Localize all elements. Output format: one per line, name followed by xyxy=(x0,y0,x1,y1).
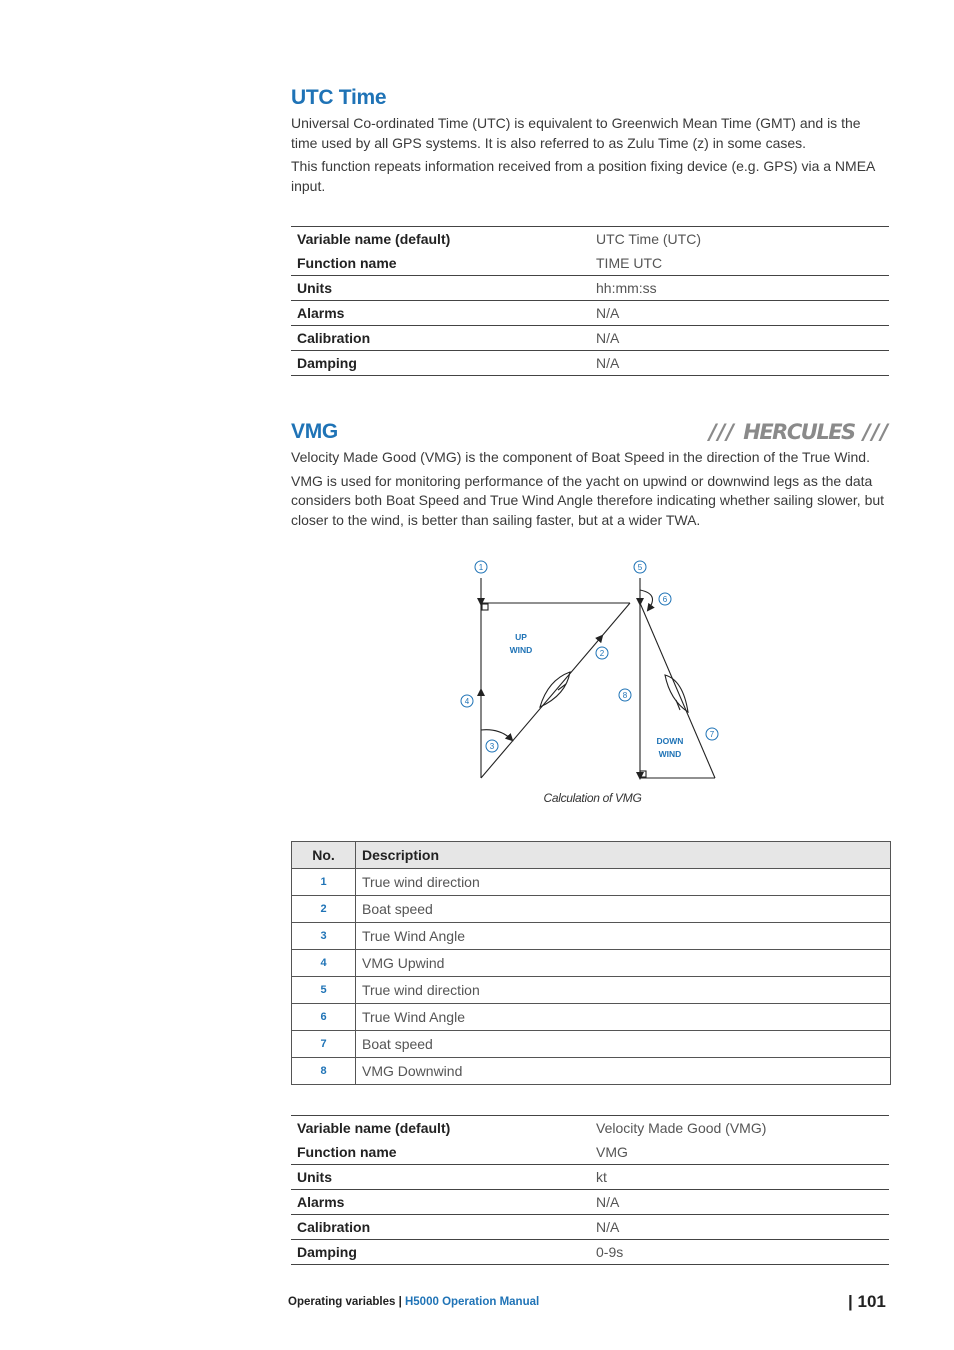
table-key: Calibration xyxy=(291,1215,590,1240)
page-footer xyxy=(288,1296,539,1308)
table-key: Damping xyxy=(291,1240,590,1265)
callout-7: 7 xyxy=(709,730,715,739)
row-description: True Wind Angle xyxy=(356,1004,891,1031)
table-value: N/A xyxy=(590,301,889,326)
row-description: Boat speed xyxy=(356,1031,891,1058)
callout-6: 6 xyxy=(662,595,668,604)
table-row xyxy=(292,1058,891,1085)
callout-4: 4 xyxy=(464,697,470,706)
table-key: Units xyxy=(291,276,590,301)
table-value: VMG xyxy=(596,1144,628,1160)
table-key: Function name xyxy=(297,255,397,271)
hercules-logo-text: HERCULES xyxy=(743,420,855,444)
callout-8: 8 xyxy=(622,691,628,700)
footer-manual-title: H5000 Operation Manual xyxy=(404,1296,540,1308)
table-value: N/A xyxy=(590,326,889,351)
hercules-logo: /// HERCULES /// xyxy=(708,420,889,444)
callout-1: 1 xyxy=(478,563,484,572)
column-header-description: Description xyxy=(356,842,891,869)
upwind-label-2: WIND xyxy=(509,645,533,655)
table-value: 0-9s xyxy=(590,1240,889,1265)
row-description: True wind direction xyxy=(356,977,891,1004)
table-value: N/A xyxy=(590,1215,889,1240)
table-row xyxy=(292,869,891,896)
upwind-boat xyxy=(540,672,570,707)
vmg-paragraph-1: Velocity Made Good (VMG) is the component of Boat Speed in the direction of the True Wind. xyxy=(291,449,870,465)
table-row xyxy=(292,1031,891,1058)
table-key: Variable name (default) xyxy=(291,1116,590,1141)
boat-speed-upwind-line xyxy=(481,636,602,778)
table-value: Velocity Made Good (VMG) xyxy=(590,1116,889,1141)
utc-title: UTC Time xyxy=(291,86,387,109)
callout-2: 2 xyxy=(599,649,605,658)
table-value: N/A xyxy=(590,351,889,376)
downwind-label-2: WIND xyxy=(658,749,682,759)
row-number: 3 xyxy=(292,923,356,950)
page-number-block xyxy=(848,1292,886,1312)
column-header-no: No. xyxy=(292,842,356,869)
upwind-label-1: UP xyxy=(515,632,527,642)
twa-upwind-arc xyxy=(481,730,512,740)
row-number: 6 xyxy=(292,1004,356,1031)
table-value: N/A xyxy=(590,1190,889,1215)
callout-3: 3 xyxy=(489,742,495,751)
callout-5: 5 xyxy=(637,563,643,572)
table-key: Alarms xyxy=(291,1190,590,1215)
vmg-variables-table xyxy=(291,1115,889,1265)
table-row xyxy=(292,896,891,923)
table-row xyxy=(292,977,891,1004)
table-key: Damping xyxy=(291,351,590,376)
row-number: 4 xyxy=(292,950,356,977)
vmg-title: VMG xyxy=(291,420,338,443)
table-row xyxy=(292,923,891,950)
downwind-label-1: DOWN xyxy=(656,736,684,746)
table-row xyxy=(292,950,891,977)
row-description: True Wind Angle xyxy=(356,923,891,950)
vmg-paragraph-2: VMG is used for monitoring performance of the yacht on upwind or downwind legs as the data considers both Boat Speed and True Wind Angle therefore indicating whether sailing slower, but closer to the wind, is better than sailing faster, but at a wider TWA. xyxy=(291,472,885,528)
table-row xyxy=(292,1004,891,1031)
row-description: VMG Downwind xyxy=(356,1058,891,1085)
table-value: UTC Time (UTC) xyxy=(590,227,889,252)
utc-variables-table xyxy=(291,226,889,376)
row-number: 1 xyxy=(292,869,356,896)
row-number: 8 xyxy=(292,1058,356,1085)
diagram-caption: Calculation of VMG xyxy=(543,791,642,805)
table-key: Units xyxy=(291,1165,590,1190)
row-number: 7 xyxy=(292,1031,356,1058)
utc-paragraph-2: This function repeats information received from a position fixing device (e.g. GPS) via a NMEA input. xyxy=(291,158,875,194)
vmg-description-table xyxy=(291,841,891,1085)
row-number: 2 xyxy=(292,896,356,923)
table-value: TIME UTC xyxy=(596,255,663,271)
row-description: True wind direction xyxy=(356,869,891,896)
row-description: Boat speed xyxy=(356,896,891,923)
vmg-diagram xyxy=(440,552,740,792)
utc-paragraph-1: Universal Co-ordinated Time (UTC) is equivalent to Greenwich Mean Time (GMT) and is the time used by all GPS systems. It is also referred to as Zulu Time (z) in some cases. xyxy=(291,115,861,151)
table-key: Function name xyxy=(297,1144,397,1160)
table-key: Calibration xyxy=(291,326,590,351)
table-key: Variable name (default) xyxy=(291,227,590,252)
row-description: VMG Upwind xyxy=(356,950,891,977)
footer-section: Operating variables xyxy=(288,1296,396,1308)
table-value: kt xyxy=(590,1165,889,1190)
page-number: 101 xyxy=(857,1292,886,1311)
row-number: 5 xyxy=(292,977,356,1004)
table-value: hh:mm:ss xyxy=(590,276,889,301)
footer-separator: | xyxy=(395,1296,405,1308)
table-key: Alarms xyxy=(291,301,590,326)
page-number-prefix: | xyxy=(848,1292,858,1311)
